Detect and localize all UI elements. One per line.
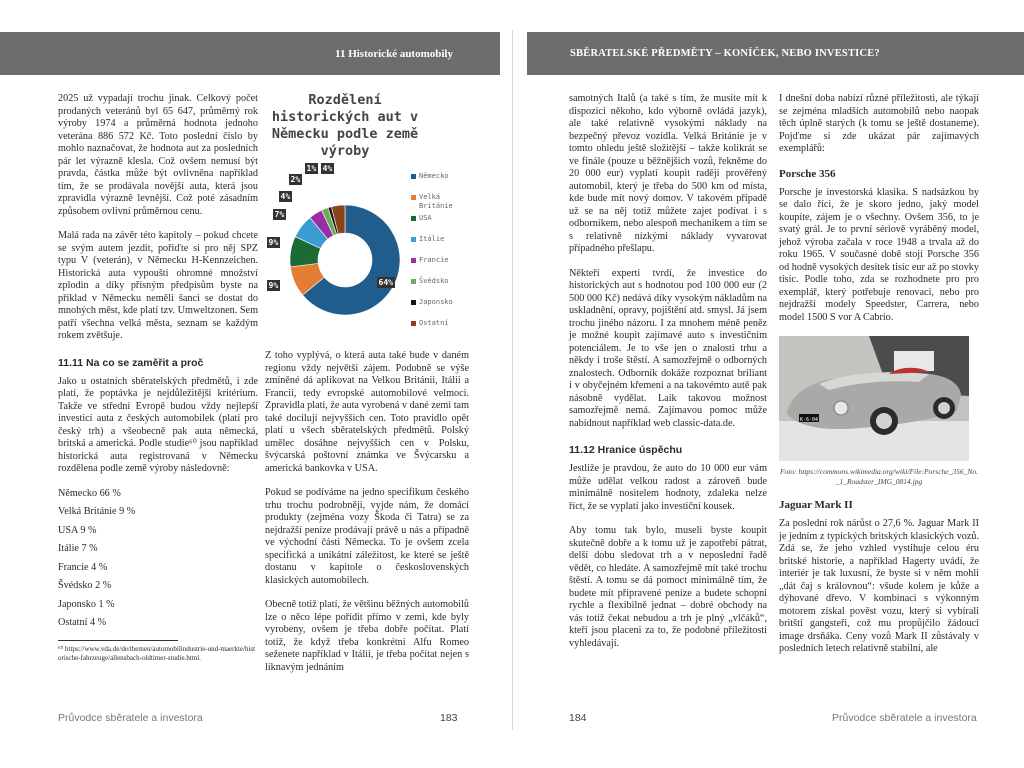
list-item: Itálie 7 % [58,543,98,554]
page-number-left: 183 [440,712,458,724]
license-plate: K·6·04 [800,417,819,423]
legend-swatch [411,174,416,179]
list-item: Německo 66 % [58,487,121,499]
data-label [279,191,292,202]
left-page-column-2 [265,350,469,686]
paragraph: 2025 už vypadají trochu jinak. Celkový počet prodaných veteránů byl 65 647, průměrný rok výroby 1974 a průměrná hodnota jednoho veterána 886 572 Kč. Toto poslední číslo by mohlo naznačovat, že hodnota aut za posledních pár let výrazně klesla. Což ovšem nemusí být pravda, částka může být ovlivněna například tím, že se prodávala novější auta, která jsou zpravidla výrazně levnější. Což poté zásadním způsobem ovlivní průměrnou cenu. [58,93,258,217]
legend-swatch [411,300,416,305]
chart-legend [411,172,465,340]
book-title: SBĚRATELSKÉ PŘEDMĚTY – KONÍČEK, NEBO INVESTICE? [570,48,880,59]
paragraph: Malá rada na závěr této kapitoly – pokud chcete se svým autem jezdit, pořiďte si pro něj SPZ typu V (veterán), v Německu H-Kennzeichen. Historická auta vypouští ohromné množství zplodin a díky přísným předpisům byste na příklad v Německu neměli šanci se dostat do mnohých měst, kde platí tzv. Umweltzonen. Sem patří všechna velká města, seznam se každým rokem zvětšuje. [58,230,258,341]
data-label [305,163,318,174]
page-number-right: 184 [569,712,587,724]
data-label [273,209,286,220]
svg-text:4%: 4% [280,192,291,201]
donut-chart [265,88,465,343]
list-item: Francie 4 % [58,561,108,573]
paragraph: Někteří experti tvrdí, že investice do historických aut s hodnotou pod 100 000 eur (2 500 000 Kč) nedává díky vysokým nákladům na uskladnění, opravy, pojištění atd. smysl. Já jsem trochu jiného názoru. I za mnohem méně peněz je možné koupit zajímavé auto s investičním potenciálem. Je to vše jen o znalosti trhu a někdy i troše štěstí. A samozřejmě o odborných znalostech. Odborník dokáže rozpoznat briliant i v obyčejném křemeni a na takovémto autě pak násobně vydělat. Laik takovou možnost samozřejmě nemá. Zajímavou pomoc může nabídnout například web classic-data.de. [569,267,767,429]
legend-swatch [411,216,416,221]
section-heading: 11.11 Na co se zaměřit a proč [58,356,204,369]
photo-caption: Foto: https://commons.wikimedia.org/wiki/File:Porsche_356_No._1_Roadster_IMG_0814.jpg [779,467,979,486]
paragraph: Za poslední rok nárůst o 27,6 %. Jaguar Mark II je jedním z typických britských klasických vozů. Zdá se, že jeho vzhled vystihuje celou éru britské historie, a například Hagerty uvádí, že interiér je tak luxusní, že byste si v něm mohli „dát čaj s královnou“: všude kolem je kůže a dýhované dřevo. V kombinaci s výkonným motorem získal pověst vozu, který si vybírali britští gangsteři, což mu propůjčilo žádoucí image drsňáka. Ceny vozů Mark II zůstávaly v posledních letech relativně stabilní, ale [779,518,979,654]
paragraph: Z toho vyplývá, o která auta také bude v daném regionu vždy největší zájem. Podobně se výše zmíněné dá aplikovat na Velkou Británii, Itálii a Francii, tedy evropské automobilové velmoci. Zpravidla platí, že auta vyrobená v dané zemi tam také docilují nejvyšších cen. Toto pravidlo opět platí u všech sběratelských předmětů. Polský umělec dosáhne nejvyšších cen v Polsku, švýcarská poštovní známka ve Švýcarsku a americká bankovka v USA. [265,350,469,474]
list-item: Japonsko 1 % [58,598,115,610]
legend-entry [411,214,465,235]
legend-swatch [411,195,416,200]
legend-swatch [411,279,416,284]
right-page-column-1 [569,93,767,662]
paragraph: Porsche je investorská klasika. S nadsázkou by se dalo říci, že je skoro jedno, jaký model koupíte, zájem je o všechny. Ovšem 356, to je svatý grál. Je to první sériově vyráběný model, jehož výroba začala v roce 1948 a trvala až do roku 1965. V současné době stojí Porsche 356 od hodně vysokých desítek tisíc eur až po stovky tisíc. Podle toho, zda se rozhodnete pro pro exemplář, který potřebuje renovaci, nebo pro nejdražší modely Speedster, Carrera, nebo model 1500 S vor A Cabrio. [779,186,979,323]
paragraph: Jako u ostatních sběratelských předmětů, i zde platí, že poptávka je nejdůležitější kritérium. Takže ve střední Evropě budou vždy nejlepší investicí auta z českých automobilek (platí pro český trh) a všeobecně pak auta německá, britská a americká. Podle studie⁶⁰ jsou například historická auta registrovaná v Německu rozdělena podle země výroby následovně: [58,375,258,474]
legend-label: Francie [419,256,449,264]
legend-swatch [411,321,416,326]
page-gutter [512,30,513,730]
legend-label: Švédsko [419,277,449,285]
data-label [377,277,395,288]
data-label [267,237,280,248]
chapter-title: 11 Historické automobily [335,47,453,60]
legend-swatch [411,258,416,263]
subheading-porsche: Porsche 356 [779,167,836,180]
chart-title: Rozdělení historických aut v Německu podle země výroby [271,92,419,159]
data-label [321,163,334,174]
legend-entry [411,193,465,214]
legend-entry [411,319,465,340]
footnote-rule [58,640,178,641]
list-item: Ostatní 4 % [58,617,107,628]
legend-label: Velká Británie [419,193,453,210]
country-list [58,488,258,630]
paragraph: I dnešní doba nabízí různé příležitosti, ale týkají se zejména mladších automobilů nebo naopak těch úplně starých (k tomu se ještě dostaneme). Pojďme si zde ukázat pár zajímavých exemplářů: [779,93,979,154]
subheading-jaguar: Jaguar Mark II [779,499,853,511]
paragraph: Jestliže je pravdou, že auto do 10 000 eur vám může udělat velkou radost a zároveň bude minimálně nositelem hodnoty, zdaleka nelze říct, že se vyplatí jako investiční kousek. [569,463,767,512]
legend-entry [411,235,465,256]
paragraph: Aby tomu tak bylo, museli byste koupit skutečně dobře a k tomu už je zapotřebí pátrat, delší dobu sledovat trh a v neposlední řadě vědět, co hledáte. A samozřejmě mít také trochu štěstí. A tomu se dá pomoct minimálně tím, že budete mít připravené peníze a budete schopni rychle a flexibilně jednat – dobré obchody na vás totiž čekat nebudou a trh je plný „vlčáků“, kteří jsou placeni za to, že podobné příležitosti vyhledávají. [569,525,767,649]
footnote: ⁶⁰ https://www.vda.de/de/themen/automobilindustrie-und-maerkte/historische-fahrzeuge/allensbach-oldtimer-studie.html. [58,644,256,662]
legend-entry [411,298,465,319]
right-page-column-2 [779,93,979,668]
footer-title-left: Průvodce sběratele a investora [58,712,203,724]
paragraph: Obecně totiž platí, že většinu běžných automobilů lze o něco lépe pořídit přímo v zemi, kde byly vyrobeny, ovšem je třeba dobře počítat. Platí totiž, že když třeba konkrétní Alfu Romeo seženete například v Itálii, je třeba počítat nejen s liknavým jednáním [265,599,469,673]
legend-swatch [411,237,416,242]
list-item: USA 9 % [58,524,97,536]
svg-text:1%: 1% [306,164,317,173]
data-label [267,280,280,291]
svg-text:4%: 4% [322,164,333,173]
svg-text:2%: 2% [290,175,301,184]
legend-entry [411,172,465,193]
legend-label: Itálie [419,235,445,243]
legend-label: Japonsko [419,298,453,306]
legend-entry [411,256,465,277]
svg-text:7%: 7% [274,210,285,219]
legend-entry [411,277,465,298]
svg-text:9%: 9% [268,238,279,247]
svg-text:64%: 64% [378,278,393,287]
data-label [289,174,302,185]
section-heading: 11.12 Hranice úspěchu [569,444,683,456]
legend-label: USA [419,214,432,222]
legend-label: Ostatní [419,319,449,327]
list-item: Velká Británie 9 % [58,506,136,517]
running-header-left [0,32,500,75]
footer-title-right: Průvodce sběratele a investora [832,712,977,724]
paragraph: Pokud se podíváme na jedno specifikum českého trhu trochu podrobněji, vyjde nám, že domácí produkty (zejména vozy Škoda či Tatra) se za nejdražší peníze prodávají právě u nás a případně ve východní části Německa. To je ovšem zcela specifická a unikátní záležitost, ke které se ještě dostanu v kapitole o československých klasických automobilech. [265,487,469,586]
list-item: Švédsko 2 % [58,580,112,591]
paragraph: samotných Italů (a také s tím, že musíte mít k dispozici někoho, kdo výborně ovládá jazyk), ale také relativně vysokými náklady na bezpečný převoz vozidla. Velká Británie je v tomto ohledu ještě složitější – takže kolikrát se ve finále (pouze u běžnějších vozů, řekněme do 20 000 eur) vyplatí koupit raději prověřený automobil, který je třeba do 500 km od místa, kde bude mít nový domov. V takovém případě už se na něj totiž můžete zajet podívat i s odborníkem, nebo alespoň mechanikem a tím se s relativně nízkými náklady vyvarovat případného přešlapu. [569,93,767,254]
porsche-356-photo [779,336,969,461]
running-header-right [527,32,1024,75]
legend-label: Německo [419,172,449,180]
svg-text:9%: 9% [268,281,279,290]
left-page-column-1 [58,93,258,663]
